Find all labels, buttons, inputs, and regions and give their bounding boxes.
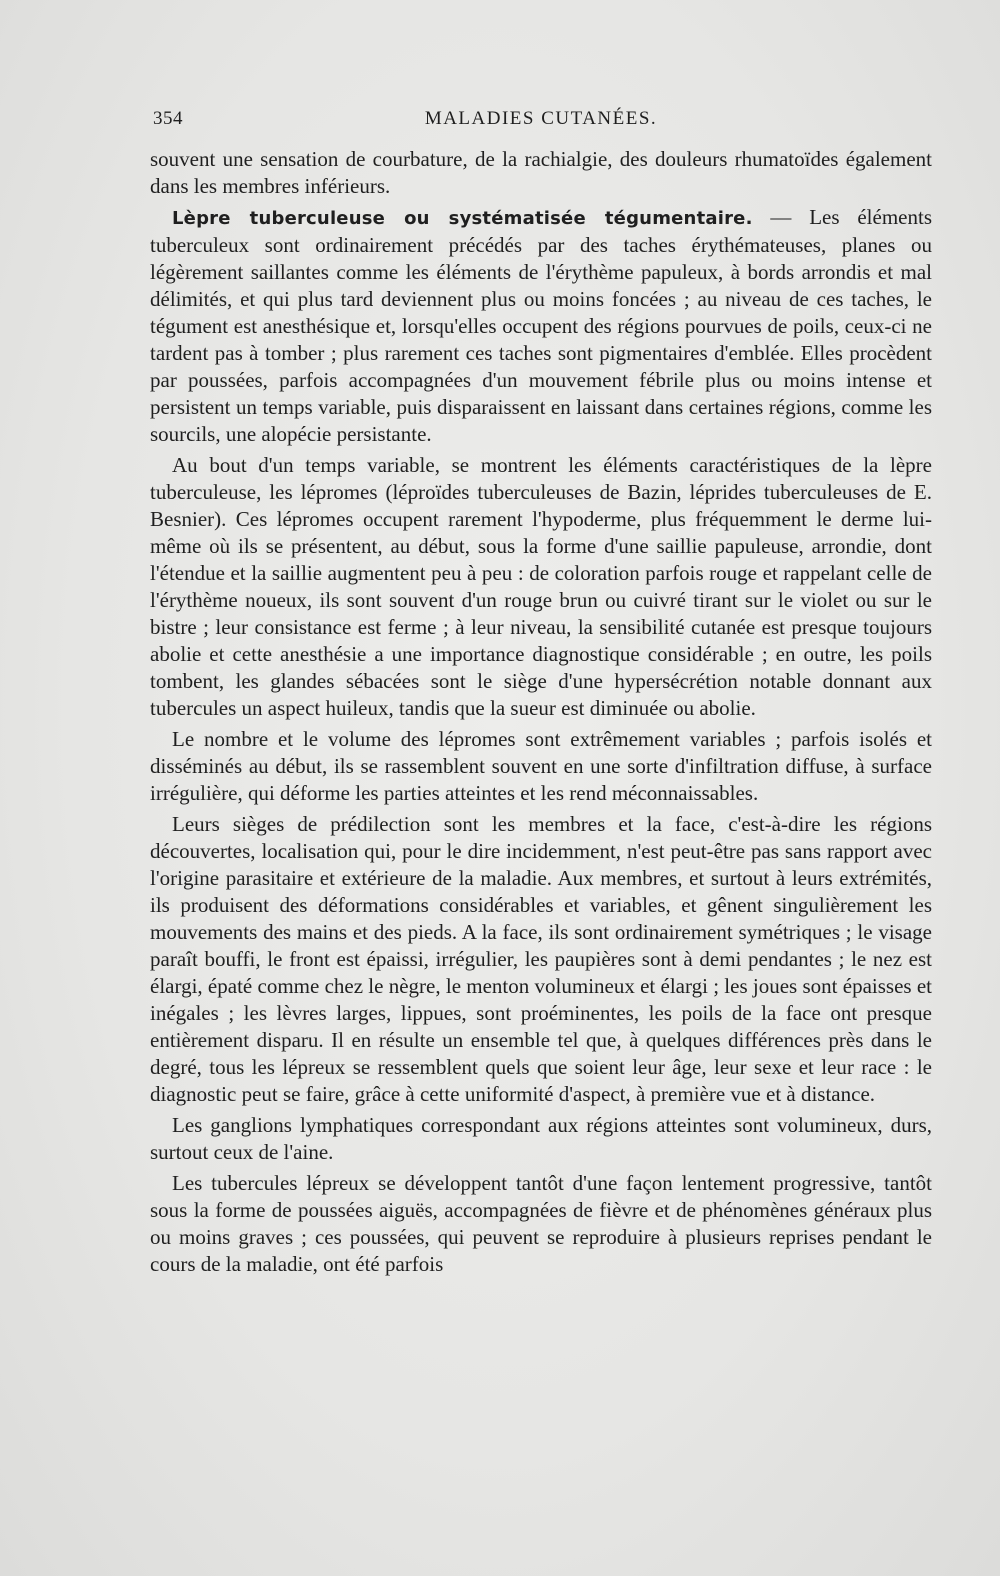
running-title: MALADIES CUTANÉES.: [424, 108, 658, 129]
paragraph: Au bout d'un temps variable, se montrent les éléments caractéristiques de la lèpre tuberculeuse, les lépromes (léproïdes tuberculeuses de Bazin, léprides tuberculeuses de E. Besnier). Ces lépromes occupent rarement l'hypoderme, plus fréquemment le derme lui-même où ils se présentent, au début, sous la forme d'une saillie papuleuse, arrondie, dont l'étendue et la saillie augmentent peu à peu : de coloration parfois rouge et rappelant celle de l'érythème noueux, ils sont souvent d'un rouge brun ou cuivré tirant sur le violet ou sur le bistre ; leur consistance est ferme ; à leur niveau, la sensibilité cutanée est presque toujours abolie et cette anesthésie a une importance diagnostique considérable ; en outre, les poils tombent, les glandes sébacées sont le siège d'une hypersécrétion notable donnant aux tubercules un aspect huileux, tandis que la sueur est diminuée ou abolie.: [150, 453, 932, 720]
paragraph: Les tubercules lépreux se développent tantôt d'une façon lentement progressive, tantôt sous la forme de poussées aiguës, accompagnées de fièvre et de phénomènes généraux plus ou moins graves ; ces poussées, qui peuvent se reproduire à plusieurs reprises pendant le cours de la maladie, ont été parfois: [150, 1171, 932, 1276]
paragraph: Le nombre et le volume des lépromes sont extrêmement variables ; parfois isolés et disséminés au début, ils se rassemblent souvent en une sorte d'infiltration diffuse, à surface irrégulière, qui déforme les parties atteintes et les rend méconnaissables.: [150, 727, 932, 805]
page-number: 354: [153, 108, 183, 129]
section-heading: Lèpre tuberculeuse ou systématisée tégumentaire.: [172, 208, 753, 229]
paragraph: Les ganglions lymphatiques correspondant aux régions atteintes sont volumineux, durs, surtout ceux de l'aine.: [150, 1113, 932, 1164]
body-text: [150, 146, 932, 1282]
paragraph: souvent une sensation de courbature, de la rachialgie, des douleurs rhumatoïdes également dans les membres inférieurs.: [150, 147, 932, 198]
paragraph: Leurs sièges de prédilection sont les membres et la face, c'est-à-dire les régions découvertes, localisation qui, pour le dire incidemment, n'est peut-être pas sans rapport avec l'origine parasitaire et extérieure de la maladie. Aux membres, et surtout à leurs extrémités, ils produisent des déformations considérables et variables, et gênent singulièrement les mouvements des mains et des pieds. A la face, ils sont ordinairement symétriques ; le visage paraît bouffi, le front est épaissi, irrégulier, les paupières sont à demi pendantes ; le nez est élargi, épaté comme chez le nègre, le menton volumineux et élargi ; les joues sont épaisses et inégales ; les lèvres larges, lippues, sont proéminentes, les poils de la face ont presque entièrement disparu. Il en résulte un ensemble tel que, à quelques différences près dans le degré, tous les lépreux se ressemblent quels que soient leur âge, leur sexe et leur race : le diagnostic peut se faire, grâce à cette uniformité d'aspect, à première vue et à distance.: [150, 812, 932, 1106]
page-header: [150, 108, 932, 138]
paragraph-text: — Les éléments tuberculeux sont ordinairement précédés par des taches érythémateuses, planes ou légèrement saillantes comme les éléments de l'érythème papuleux, à bords arrondis et mal délimités, et qui plus tard deviennent plus ou moins foncées ; au niveau de ces taches, le tégument est anesthésique et, lorsqu'elles occupent des régions pourvues de poils, ceux-ci ne tardent pas à tomber ; plus rarement ces taches sont pigmentaires d'emblée. Elles procèdent par poussées, parfois accompagnées d'un mouvement fébrile plus ou moins intense et persistent un temps variable, puis disparaissent en laissant dans certaines régions, comme les sourcils, une alopécie persistante.: [150, 205, 932, 446]
paragraph: [150, 204, 932, 448]
